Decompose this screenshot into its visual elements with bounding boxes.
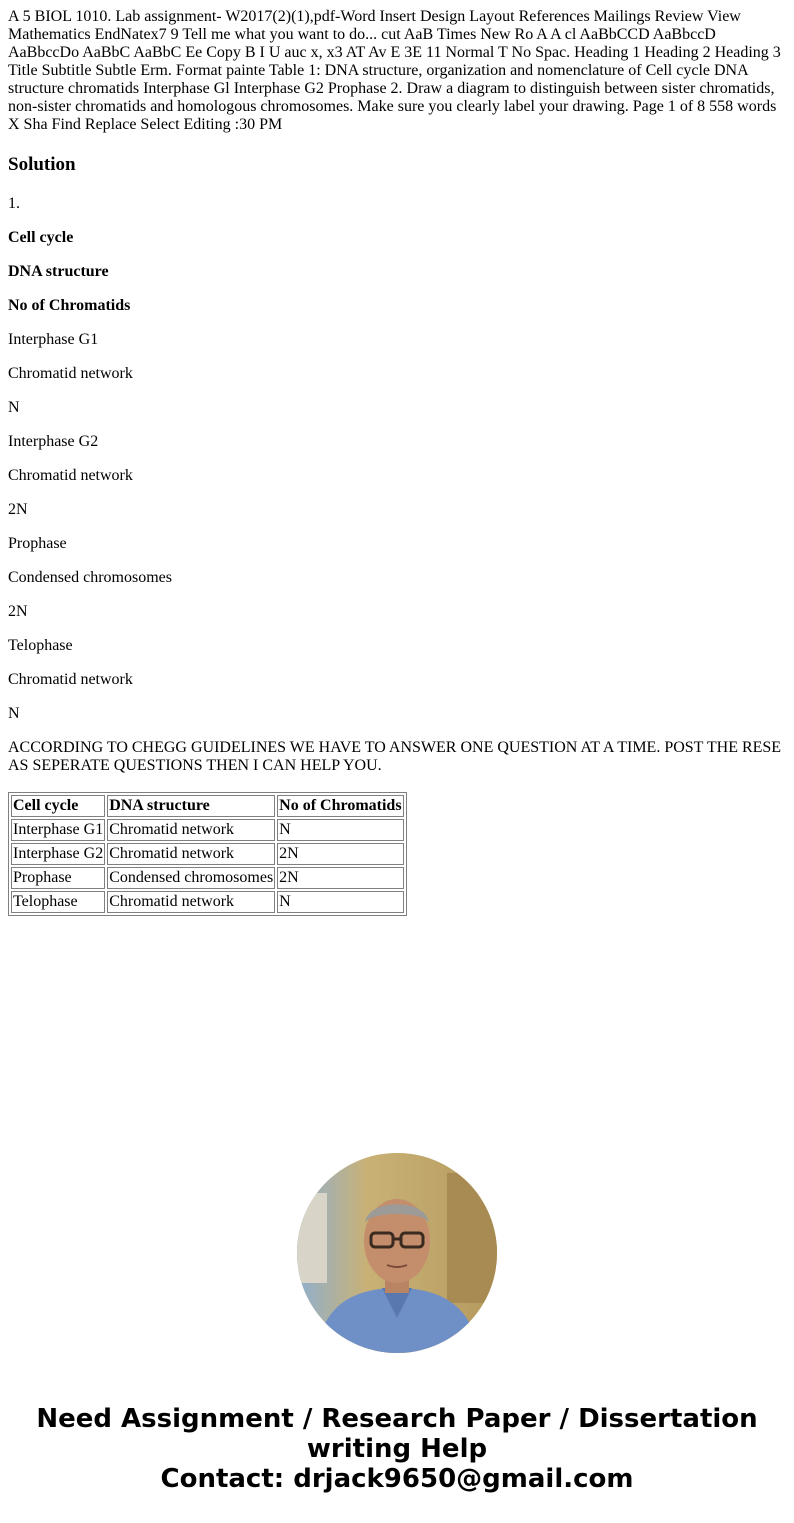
- table-row: [11, 819, 404, 841]
- table-row: [11, 843, 404, 865]
- table-cell: Interphase G2: [11, 843, 105, 865]
- table-cell: Chromatid network: [107, 843, 275, 865]
- solution-line: Interphase G2: [8, 433, 99, 450]
- solution-line: N: [8, 399, 20, 416]
- document-content: [8, 8, 786, 916]
- table-row: [11, 891, 404, 913]
- table-header-cell: Cell cycle: [11, 795, 105, 817]
- table-cell: N: [277, 891, 403, 913]
- advertisement-text: [0, 1404, 794, 1494]
- table-cell: 2N: [277, 843, 403, 865]
- solution-line: Condensed chromosomes: [8, 569, 172, 586]
- solution-heading: Solution: [8, 154, 76, 175]
- answer-table: [8, 792, 407, 916]
- solution-number: 1.: [8, 195, 20, 212]
- solution-line: Prophase: [8, 535, 67, 552]
- solution-line: 2N: [8, 501, 28, 518]
- question-text: A 5 BIOL 1010. Lab assignment- W2017(2)(1),pdf-Word Insert Design Layout References Mailings Review View Mathematics EndNatex7 9 Tell me what you want to do... cut AaB Times New Ro A A cl AaBbCCD AaBbccD AaBbccDo AaBbC AaBbC Ee Copy B I U auc x, x3 AT Av E 3E 11 Normal T No Spac. Heading 1 Heading 2 Heading 3 Title Subtitle Subtle Erm. Format painte Table 1: DNA structure, organization and nomenclature of Cell cycle DNA structure chromatids Interphase Gl Interphase G2 Prophase 2. Draw a diagram to distinguish between sister chromatids, non-sister chromatids and homologous chromosomes. Make sure you clearly label your drawing. Page 1 of 8 558 words X Sha Find Replace Select Editing :30 PM: [8, 8, 781, 133]
- table-header-row: [11, 795, 404, 817]
- solution-line: Chromatid network: [8, 467, 133, 484]
- solution-header-chromatids: No of Chromatids: [8, 297, 131, 314]
- author-photo: [297, 1153, 497, 1353]
- table-cell: 2N: [277, 867, 403, 889]
- ad-contact-line: Contact: drjack9650@gmail.com: [160, 1464, 634, 1494]
- ad-line-2: writing Help: [306, 1434, 488, 1464]
- table-cell: N: [277, 819, 403, 841]
- guideline-note: ACCORDING TO CHEGG GUIDELINES WE HAVE TO ANSWER ONE QUESTION AT A TIME. POST THE RESE AS SEPERATE QUESTIONS THEN I CAN HELP YOU.: [8, 739, 782, 774]
- table-cell: Prophase: [11, 867, 105, 889]
- ad-line-1: Need Assignment / Research Paper / Dissertation: [36, 1404, 758, 1434]
- table-cell: Condensed chromosomes: [107, 867, 275, 889]
- table-row: [11, 867, 404, 889]
- table-cell: Telophase: [11, 891, 105, 913]
- solution-line: Telophase: [8, 637, 73, 654]
- solution-line: 2N: [8, 603, 28, 620]
- table-cell: Chromatid network: [107, 891, 275, 913]
- solution-line: Interphase G1: [8, 331, 99, 348]
- table-header-cell: DNA structure: [107, 795, 275, 817]
- solution-line: Chromatid network: [8, 365, 133, 382]
- table-cell: Interphase G1: [11, 819, 105, 841]
- solution-header-dna-structure: DNA structure: [8, 263, 109, 280]
- table-cell: Chromatid network: [107, 819, 275, 841]
- solution-line: Chromatid network: [8, 671, 133, 688]
- table-header-cell: No of Chromatids: [277, 795, 403, 817]
- solution-header-cell-cycle: Cell cycle: [8, 229, 74, 246]
- solution-line: N: [8, 705, 20, 722]
- author-portrait-illustration: [297, 1153, 497, 1353]
